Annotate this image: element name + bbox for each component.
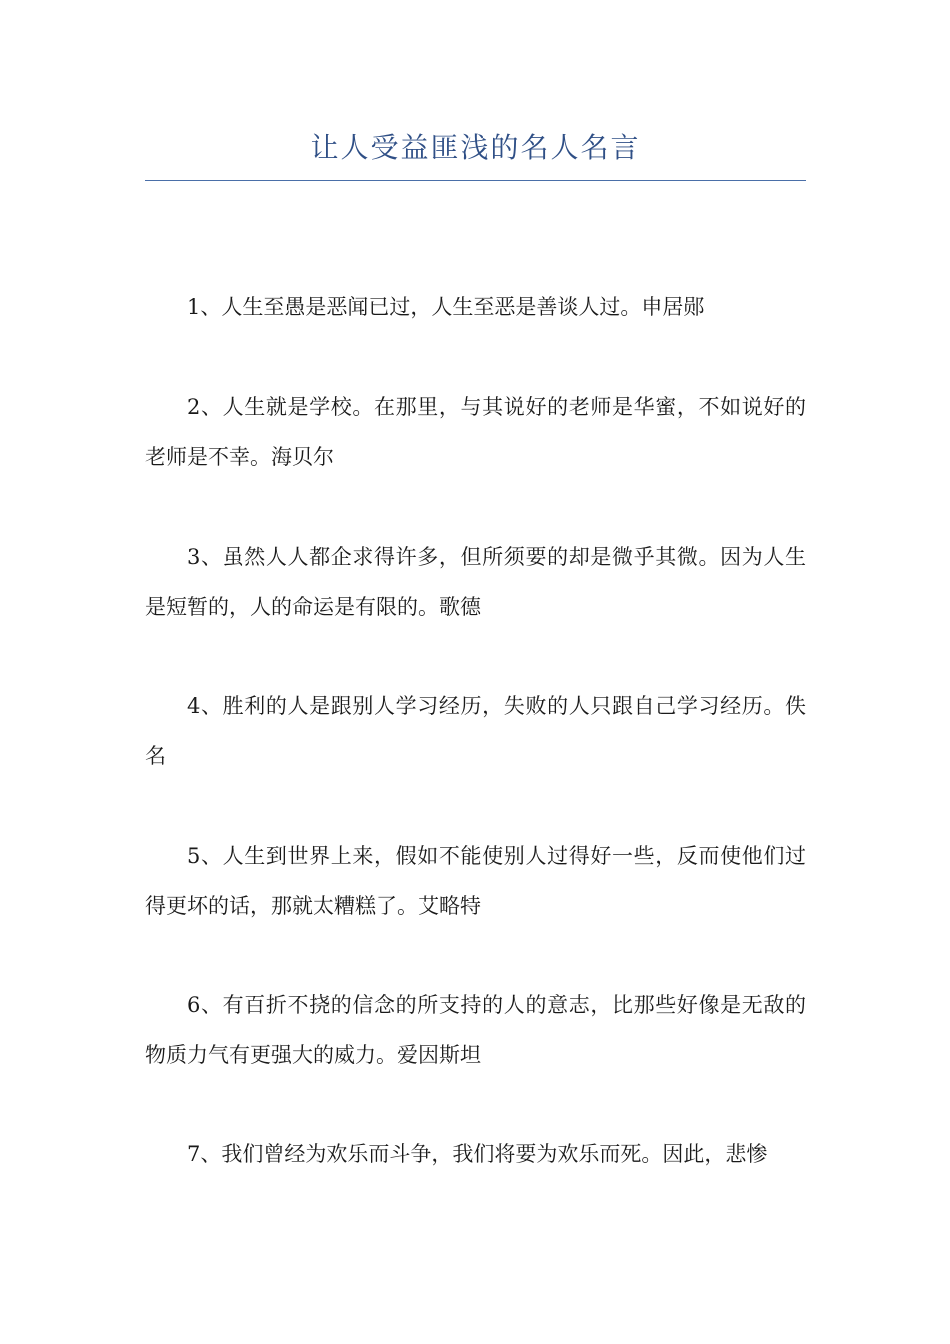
- quote-paragraph-7: 7、我们曾经为欢乐而斗争，我们将要为欢乐而死。因此，悲惨: [187, 1142, 768, 1166]
- quote-paragraph-2: 2、人生就是学校。在那里，与其说好的老师是华蜜，不如说好的老师是不幸。海贝尔: [145, 395, 806, 469]
- title-underline: [145, 180, 806, 181]
- quote-paragraph-5: 5、人生到世界上来，假如不能使别人过得好一些，反而使他们过得更坏的话，那就太糟糕了。艾略特: [145, 844, 806, 918]
- document-title: 让人受益匪浅的名人名言: [310, 131, 641, 164]
- quote-paragraph-4: 4、胜利的人是跟别人学习经历，失败的人只跟自己学习经历。佚名: [145, 694, 806, 768]
- quote-paragraph-3: 3、虽然人人都企求得许多，但所须要的却是微乎其微。因为人生是短暂的，人的命运是有限的。歌德: [145, 545, 806, 619]
- quote-paragraph-6: 6、有百折不挠的信念的所支持的人的意志，比那些好像是无敌的物质力气有更强大的威力。爱因斯坦: [145, 993, 806, 1067]
- quote-paragraph-1: 1、人生至愚是恶闻已过，人生至恶是善谈人过。申居郧: [187, 295, 705, 319]
